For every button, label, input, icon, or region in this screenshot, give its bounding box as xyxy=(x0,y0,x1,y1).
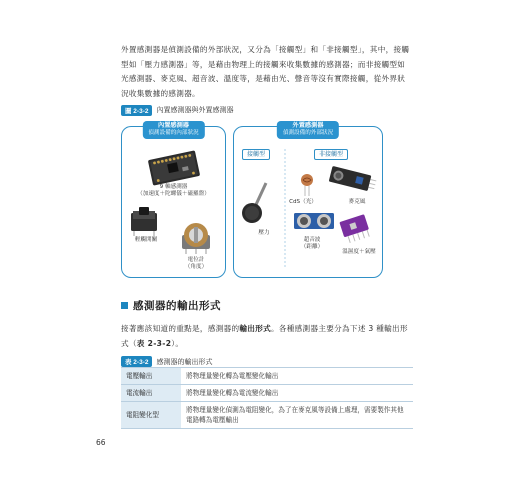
cds-sensor-image xyxy=(298,173,316,197)
table-caption-text: 感測器的輸出形式 xyxy=(156,357,213,366)
noncontact-type-label: 非接觸型 xyxy=(314,149,348,160)
table-row xyxy=(121,402,413,429)
tactile-switch-image xyxy=(128,207,162,237)
potentiometer-image xyxy=(176,221,216,255)
potentiometer-desc: （角度） xyxy=(184,264,208,270)
nine-axis-label: 9 軸感測器 xyxy=(159,184,188,190)
contact-type-label: 接觸型 xyxy=(242,149,270,160)
page-number: 66 xyxy=(96,438,106,447)
nine-axis-desc: （加速度＋陀螺儀＋磁羅盤） xyxy=(137,191,210,197)
environment-sensor-label: 溫濕度＋氣壓 xyxy=(342,249,376,255)
table-cell-type: 電流輸出 xyxy=(121,385,181,402)
figure-caption xyxy=(121,104,233,116)
pressure-sensor-image xyxy=(240,179,282,225)
para2-end: ）。 xyxy=(171,338,184,348)
section-square-icon xyxy=(121,302,128,309)
microphone-label: 麥克風 xyxy=(348,199,366,205)
internal-sensors-panel xyxy=(121,122,226,278)
para2-table-ref: 表 2-3-2 xyxy=(136,338,172,348)
internal-panel-header xyxy=(142,121,204,139)
external-panel-subtitle: 偵測設備的外部狀況 xyxy=(282,130,334,136)
section-title: 感測器的輸出形式 xyxy=(133,300,221,312)
table-row xyxy=(121,385,413,402)
table-cell-type: 電阻變化型 xyxy=(121,402,181,429)
tactile-switch-label: 輕觸開關 xyxy=(134,237,158,243)
environment-sensor-image xyxy=(338,213,376,243)
para2-bold: 輸出形式 xyxy=(239,324,271,333)
table-cell-desc: 將物理量變化偵測為電阻變化，為了在麥克風等設備上處理，需要製作其他電路轉為電壓輸出 xyxy=(181,402,413,429)
internal-panel-subtitle: 偵測設備的內部狀況 xyxy=(148,130,199,136)
figure-tag: 圖 2-3-2 xyxy=(121,105,152,116)
table-caption xyxy=(121,356,212,367)
external-panel-header xyxy=(277,121,339,139)
para2-before: 接著應該知道的重點是，感測器的 xyxy=(121,324,240,333)
panel-divider xyxy=(284,149,286,269)
table-cell-type: 電壓輸出 xyxy=(121,368,181,385)
table-cell-desc: 將物理量變化轉為電流變化輸出 xyxy=(181,385,413,402)
output-types-table xyxy=(121,367,413,429)
table-cell-desc: 將物理量變化轉為電壓變化輸出 xyxy=(181,368,413,385)
table-tag: 表 2-3-2 xyxy=(121,356,152,367)
ultrasonic-sensor-image xyxy=(292,209,336,235)
microphone-module-image xyxy=(326,165,378,193)
external-panel-title: 外置感測器 xyxy=(292,122,324,129)
section-heading xyxy=(121,298,221,313)
nine-axis-sensor-image xyxy=(146,147,202,189)
intro-paragraph: 外置感測器是偵測設備的外部狀況，又分為「接觸型」和「非接觸型」，其中，接觸型如「壓力感測器」等，是藉由物理上的接觸來收集數據的感測器；而非接觸型如光感測器、麥克風、超音波、溫度等，是藉由光、聲音等沒有實際接觸，從外界狀況收集數據的感測器。 xyxy=(121,45,410,98)
para2-after: 。各種感測器主要分為下述 3 種輸出形式（ xyxy=(121,324,408,348)
ultrasonic-label: 超音波 xyxy=(303,237,321,243)
output-paragraph xyxy=(121,322,411,351)
pressure-label: 壓力 xyxy=(258,230,270,236)
potentiometer-label: 電位計 xyxy=(187,257,205,263)
external-sensors-panel xyxy=(233,122,383,278)
cds-label: CdS（光） xyxy=(289,199,317,205)
table-row xyxy=(121,368,413,385)
figure-caption-text: 內置感測器與外置感測器 xyxy=(156,106,234,114)
internal-panel-title: 內置感測器 xyxy=(158,122,189,129)
ultrasonic-desc: （距離） xyxy=(300,244,324,250)
